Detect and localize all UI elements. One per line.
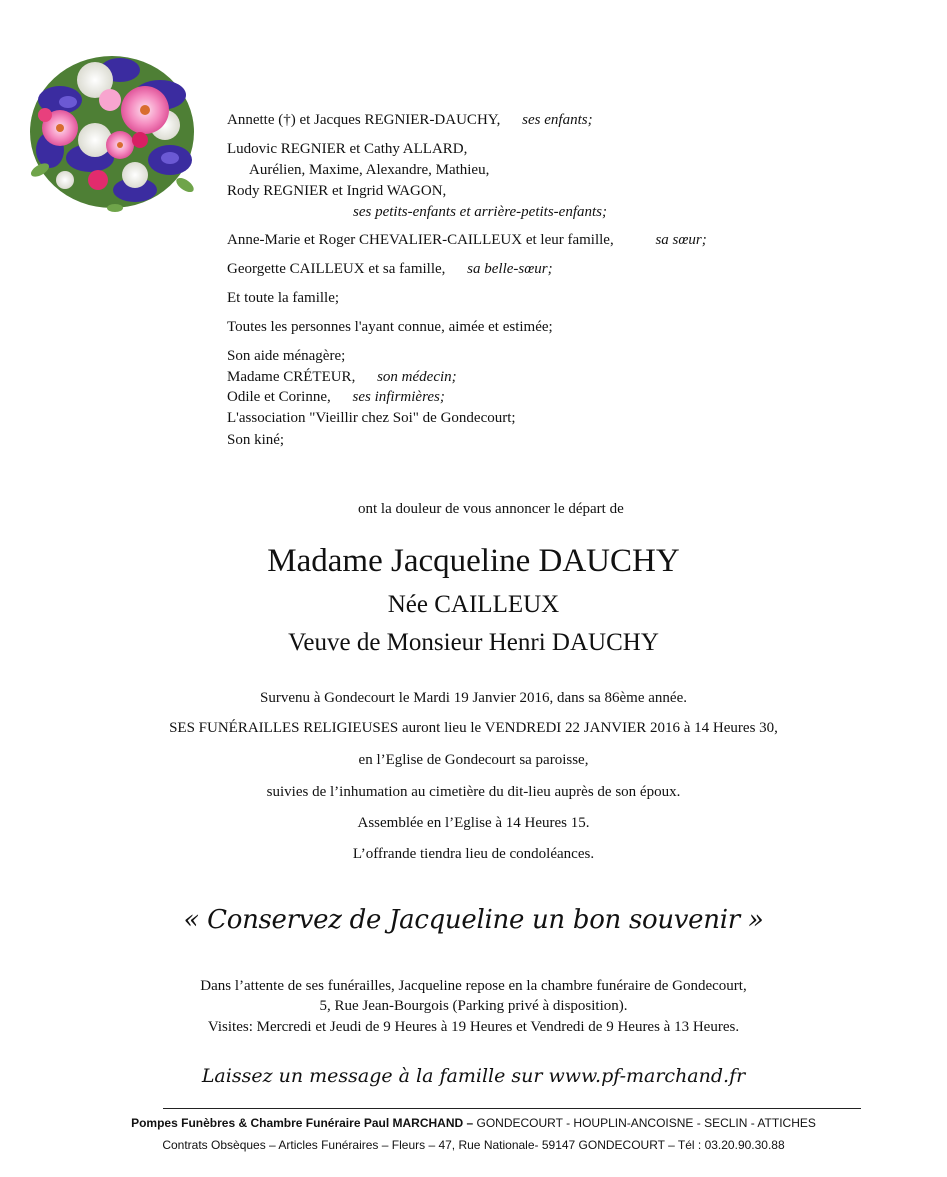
flower-bouquet-image: [20, 40, 202, 218]
deceased-name: Madame Jacqueline DAUCHY: [267, 543, 680, 579]
family-line-4: Rody REGNIER et Ingrid WAGON,: [227, 183, 447, 199]
footer-company-line: Pompes Funèbres & Chambre Funéraire Paul MARCHAND – GONDECOURT - HOUPLIN-ANCOISNE - SECLIN - ATTICHES: [131, 1116, 816, 1130]
detail-line: suivies de l’inhumation au cimetière du dit-lieu auprès de son époux.: [266, 784, 681, 800]
family-line-9: Toutes les personnes l'ayant connue, aimée et estimée;: [227, 319, 553, 335]
visits-line: Visites: Mercredi et Jeudi de 9 Heures à 19 Heures et Vendredi de 9 Heures à 13 Heures.: [207, 1019, 740, 1035]
family-line-13: L'association "Vieillir chez Soi" de Gondecourt;: [227, 410, 516, 426]
family-line-11: Madame CRÉTEUR, son médecin;: [227, 369, 457, 385]
family-line-7: Georgette CAILLEUX et sa famille, sa belle-sœur;: [227, 261, 553, 277]
family-line-3: Aurélien, Maxime, Alexandre, Mathieu,: [249, 162, 490, 178]
family-line-5: ses petits-enfants et arrière-petits-enfants;: [353, 204, 607, 220]
visits-line: 5, Rue Jean-Bourgois (Parking privé à disposition).: [319, 998, 628, 1014]
family-line-2: Ludovic REGNIER et Cathy ALLARD,: [227, 141, 468, 157]
footer-divider: [163, 1108, 861, 1109]
family-line-12: Odile et Corinne, ses infirmières;: [227, 389, 445, 405]
detail-line: L’offrande tiendra lieu de condoléances.: [352, 846, 595, 862]
visits-line: Dans l’attente de ses funérailles, Jacqueline repose en la chambre funéraire de Gondecourt,: [200, 978, 747, 994]
deceased-birth-name: Née CAILLEUX: [387, 591, 560, 618]
announcement-text: ont la douleur de vous annoncer le départ de: [358, 501, 624, 517]
detail-line: Survenu à Gondecourt le Mardi 19 Janvier 2016, dans sa 86ème année.: [260, 690, 687, 706]
family-line-1: Annette (†) et Jacques REGNIER-DAUCHY, ses enfants;: [227, 112, 593, 128]
detail-line: Assemblée en l’Eglise à 14 Heures 15.: [357, 815, 590, 831]
detail-line: en l’Eglise de Gondecourt sa paroisse,: [358, 752, 589, 768]
message-link-text: Laissez un message à la famille sur www.pf-marchand.fr: [201, 1065, 746, 1087]
family-line-14: Son kiné;: [227, 432, 285, 448]
footer-services-line: Contrats Obsèques – Articles Funéraires – Fleurs – 47, Rue Nationale- 59147 GONDECOURT – Tél : 03.20.90.30.88: [162, 1138, 785, 1152]
family-line-6: Anne-Marie et Roger CHEVALIER-CAILLEUX et leur famille, sa sœur;: [227, 232, 707, 248]
family-line-10: Son aide ménagère;: [227, 348, 346, 364]
family-line-8: Et toute la famille;: [227, 290, 340, 306]
detail-line: SES FUNÉRAILLES RELIGIEUSES auront lieu le VENDREDI 22 JANVIER 2016 à 14 Heures 30,: [169, 720, 778, 736]
deceased-widow-of: Veuve de Monsieur Henri DAUCHY: [288, 629, 659, 656]
memorial-quote: « Conservez de Jacqueline un bon souvenir »: [183, 905, 764, 935]
